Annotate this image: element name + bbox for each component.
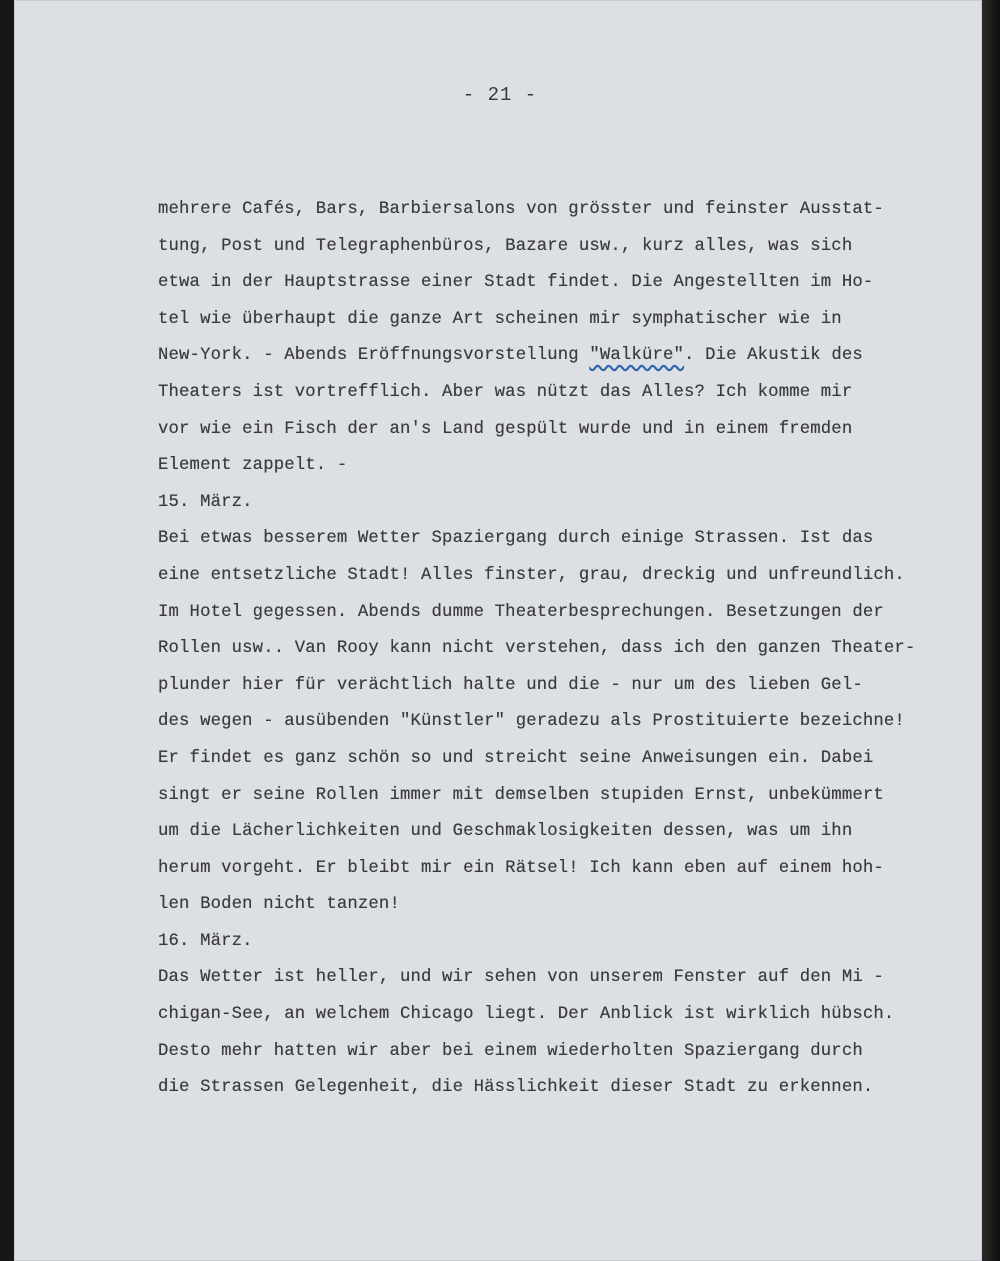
text-line: Element zappelt. - bbox=[158, 456, 348, 476]
text-line: Er findet es ganz schön so und streicht seine Anweisungen ein. Dabei bbox=[158, 748, 874, 768]
text-line: Rollen usw.. Van Rooy kann nicht verstehen, dass ich den ganzen Theater- bbox=[158, 639, 916, 659]
text-line: chigan-See, an welchem Chicago liegt. Der Anblick ist wirklich hübsch. bbox=[158, 1005, 895, 1025]
text-line: mehrere Cafés, Bars, Barbiersalons von grösster und feinster Ausstat- bbox=[158, 200, 884, 219]
date-heading: 15. März. bbox=[158, 492, 253, 512]
text-line: tung, Post und Telegraphenbüros, Bazare usw., kurz alles, was sich bbox=[158, 236, 853, 256]
typed-body-text bbox=[158, 192, 958, 1107]
text-line: len Boden nicht tanzen! bbox=[158, 895, 400, 915]
underlined-opera-title: "Walküre" bbox=[589, 346, 685, 366]
text-line-with-underline bbox=[158, 338, 958, 375]
text-segment: New-York. - Abends Eröffnungsvorstellung bbox=[158, 346, 590, 366]
text-line: Desto mehr hatten wir aber bei einem wiederholten Spaziergang durch bbox=[158, 1041, 863, 1061]
text-line: die Strassen Gelegenheit, die Hässlichkeit dieser Stadt zu erkennen. bbox=[158, 1078, 874, 1098]
text-line: tel wie überhaupt die ganze Art scheinen mir symphatischer wie in bbox=[158, 309, 842, 329]
text-line: des wegen - ausübenden "Künstler" geradezu als Prostituierte bezeichne! bbox=[158, 712, 905, 732]
date-heading: 16. März. bbox=[158, 931, 253, 951]
page-number: - 21 - bbox=[462, 84, 538, 106]
text-line: Bei etwas besserem Wetter Spaziergang durch einige Strassen. Ist das bbox=[158, 529, 874, 549]
text-line: um die Lächerlichkeiten und Geschmaklosigkeiten dessen, was um ihn bbox=[158, 822, 853, 842]
text-line: Im Hotel gegessen. Abends dumme Theaterbesprechungen. Besetzungen der bbox=[158, 602, 884, 622]
scan-right-edge bbox=[982, 0, 1000, 1261]
text-segment: . Die Akustik des bbox=[684, 346, 863, 366]
text-line: singt er seine Rollen immer mit demselben stupiden Ernst, unbekümmert bbox=[158, 785, 884, 805]
text-line: herum vorgeht. Er bleibt mir ein Rätsel! Ich kann eben auf einem hoh- bbox=[158, 858, 884, 878]
text-line: vor wie ein Fisch der an's Land gespült wurde und in einem fremden bbox=[158, 419, 853, 439]
text-line: Das Wetter ist heller, und wir sehen von unserem Fenster auf den Mi - bbox=[158, 968, 884, 988]
text-line: eine entsetzliche Stadt! Alles finster, grau, dreckig und unfreundlich. bbox=[158, 565, 905, 585]
text-line: etwa in der Hauptstrasse einer Stadt findet. Die Angestellten im Ho- bbox=[158, 273, 874, 293]
text-line: Theaters ist vortrefflich. Aber was nützt das Alles? Ich komme mir bbox=[158, 382, 853, 402]
text-line: plunder hier für verächtlich halte und die - nur um des lieben Gel- bbox=[158, 675, 863, 695]
